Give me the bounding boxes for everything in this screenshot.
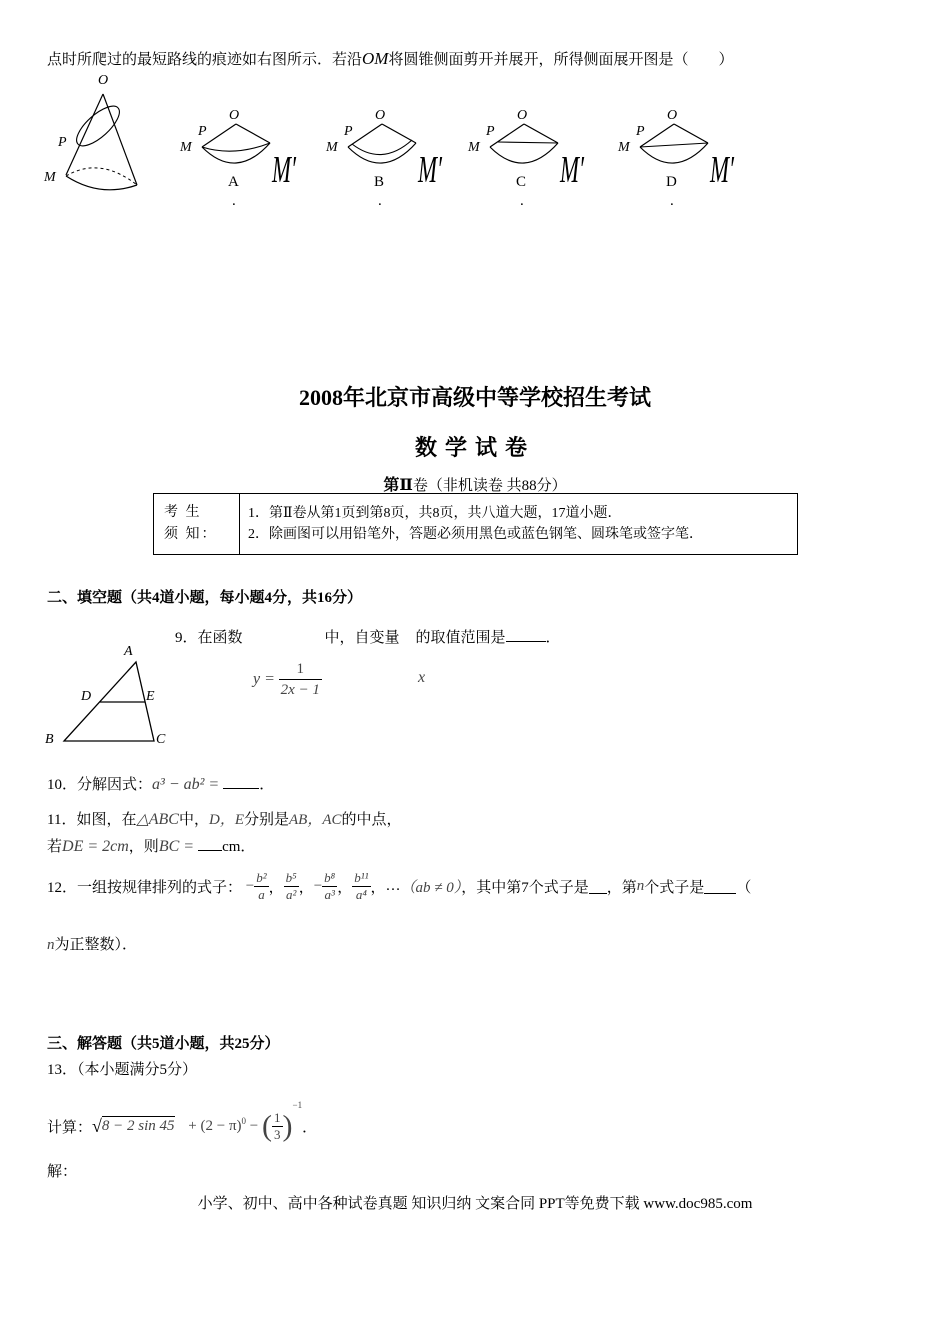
exam-volume: 第Ⅱ卷（非机读卷 共88分） bbox=[383, 477, 567, 494]
option-c-figure bbox=[464, 100, 594, 210]
option-d-dot: . bbox=[670, 193, 674, 209]
notice-label: 考 生 须 知： bbox=[154, 494, 240, 555]
option-c-label-p: P bbox=[486, 124, 495, 139]
option-b-label-mprime: M′ bbox=[418, 148, 442, 191]
option-c-dot: . bbox=[520, 193, 524, 209]
q8-om: OM bbox=[362, 49, 389, 68]
q12-blank-1[interactable] bbox=[589, 879, 607, 894]
notice-table bbox=[153, 493, 798, 555]
q9-equation: y = $\frac{1}{2x - 1}$ bbox=[253, 661, 320, 698]
footer: 小学、初中、高中各种试卷真题 知识归纳 文案合同 PPT等免费下载 www.doc985.com bbox=[197, 1196, 753, 1212]
answer-label: 解： bbox=[47, 1164, 78, 1180]
cone-figure bbox=[40, 68, 160, 198]
cone-label-p: P bbox=[58, 135, 67, 150]
option-b-dot: . bbox=[378, 193, 382, 209]
triangle-figure bbox=[40, 638, 180, 753]
q13-fraction: $\frac{1}{3}$ bbox=[274, 1110, 281, 1143]
exam-subtitle: 数学试卷 bbox=[414, 435, 535, 460]
option-c-label-o: O bbox=[517, 108, 528, 123]
option-d-figure bbox=[614, 100, 744, 210]
q12-line2: n为正整数）． bbox=[47, 937, 138, 953]
option-c-label-m: M bbox=[468, 140, 480, 155]
q12-term-3: $\frac{\text{b⁸}}{\text{a³}}$ bbox=[324, 870, 336, 902]
q12-line1: 12．一组按规律排列的式子： − $\frac{\text{b²}}{a}$ ， $\frac{\text{b⁵}}{\text{a²}}$ ，− $\frac{\text{b⁸}}{\text{a³}}$ ， $\frac{\text{b¹¹}}{\text{a⁴}}$ ，…（ab ≠ 0），其中第7个式子是 ，第n个式子是 （ bbox=[47, 870, 752, 902]
section2-title: 二、填空题（共4道小题，每小题4分，共16分） bbox=[47, 590, 363, 606]
notice-item-2: 2．除画图可以用铅笔外，答题必须用黑色或蓝色钢笔、圆珠笔或签字笔． bbox=[248, 527, 703, 542]
option-a-dot: . bbox=[232, 193, 236, 209]
section3-title: 三、解答题（共5道小题，共25分） bbox=[47, 1036, 280, 1052]
q10-blank[interactable] bbox=[223, 774, 259, 789]
option-d-label-p: P bbox=[636, 124, 645, 139]
option-b-figure bbox=[322, 100, 452, 210]
exam-title: 2008年北京市高级中等学校招生考试 bbox=[298, 385, 651, 410]
option-a-label-p: P bbox=[198, 124, 207, 139]
q9-text: 9．在函数 中，自变量 的取值范围是 ． bbox=[175, 626, 561, 647]
tri-label-e: E bbox=[146, 689, 155, 704]
option-c-letter: C bbox=[516, 174, 527, 190]
tri-label-d: D bbox=[81, 689, 92, 704]
q13-header: 13．（本小题满分5分） bbox=[47, 1062, 198, 1078]
tri-label-b: B bbox=[45, 732, 54, 747]
q9-variable: x bbox=[418, 669, 426, 686]
option-a-label-mprime: M′ bbox=[272, 148, 296, 191]
tri-label-c: C bbox=[156, 732, 166, 747]
q8-text: 点时所爬过的最短路线的痕迹如右图所示．若沿OM将圆锥侧面剪开并展开，所得侧面展开图是（ ） bbox=[47, 49, 734, 68]
cone-label-m: M bbox=[44, 170, 56, 185]
option-b-label-o: O bbox=[375, 108, 386, 123]
option-d-label-o: O bbox=[667, 108, 678, 123]
notice-item-1: 1．第Ⅱ卷从第1页到第8页，共8页，共八道大题，17道小题． bbox=[248, 506, 622, 521]
q10-text: 10．分解因式：a³ − ab² = ． bbox=[47, 776, 275, 793]
q12-term-1: $\frac{\text{b²}}{a}$ bbox=[256, 870, 267, 902]
option-a-figure bbox=[176, 100, 306, 210]
sqrt-sign: √ bbox=[92, 1116, 102, 1137]
notice-items bbox=[240, 494, 798, 555]
option-c-label-mprime: M′ bbox=[560, 148, 584, 191]
option-d-label-m: M bbox=[618, 140, 630, 155]
option-b-letter: B bbox=[374, 174, 385, 190]
option-d-letter: D bbox=[666, 174, 677, 190]
option-d-label-mprime: M′ bbox=[710, 148, 734, 191]
q13-expression: 计算：√8 − 2 $\sin 45 + (2 - \pi)^0$ − ( $\frac{1}{3}$ )$^{-1}$． bbox=[47, 1100, 318, 1143]
cone-label-o: O bbox=[98, 73, 109, 88]
option-a-label-o: O bbox=[229, 108, 240, 123]
option-a-label-m: M bbox=[180, 140, 192, 155]
option-a-letter: A bbox=[228, 174, 239, 190]
q11-line1: 11．如图，在△ABC中，D，E分别是AB，AC的中点， bbox=[47, 811, 402, 828]
q12-term-2: $\frac{\text{b⁵}}{\text{a²}}$ bbox=[285, 870, 297, 902]
q9-blank[interactable] bbox=[506, 627, 546, 642]
q12-blank-2[interactable] bbox=[704, 879, 736, 894]
tri-label-a: A bbox=[124, 644, 133, 659]
option-b-label-p: P bbox=[344, 124, 353, 139]
q12-term-4: $\frac{\text{b¹¹}}{\text{a⁴}}$ bbox=[354, 870, 369, 902]
q11-blank[interactable] bbox=[198, 836, 222, 851]
option-b-label-m: M bbox=[326, 140, 338, 155]
q11-line2: 若DE = 2cm，则BC = cm． bbox=[47, 838, 256, 855]
